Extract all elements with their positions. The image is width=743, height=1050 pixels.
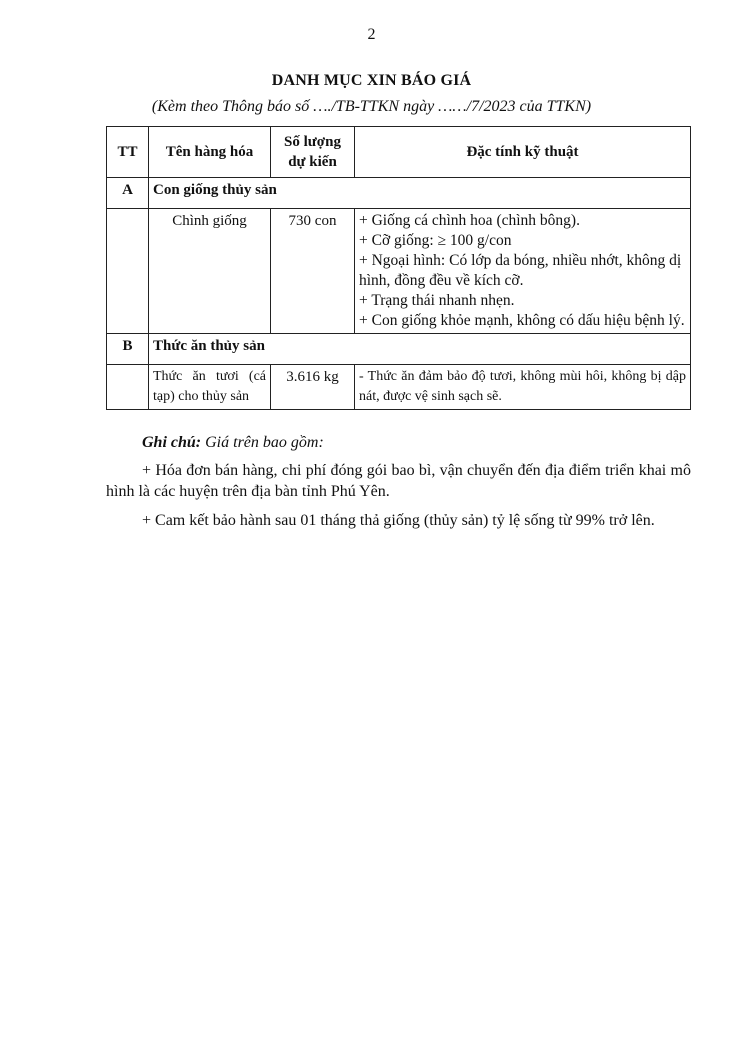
item-quantity: 3.616 kg bbox=[271, 365, 355, 410]
spec-line: + Trạng thái nhanh nhẹn. bbox=[359, 292, 515, 309]
section-code: B bbox=[107, 334, 149, 365]
item-quantity: 730 con bbox=[271, 209, 355, 334]
spec-line: + Con giống khỏe mạnh, không có dấu hiệu bệnh lý. bbox=[359, 312, 685, 329]
price-quote-table bbox=[106, 126, 691, 410]
page-number: 2 bbox=[367, 26, 376, 43]
header-name: Tên hàng hóa bbox=[149, 127, 271, 178]
document-subtitle: (Kèm theo Thông báo số …./TB-TTKN ngày ……/7/2023 của TTKN) bbox=[151, 98, 592, 115]
item-tt-cell bbox=[107, 209, 149, 334]
table-header-row bbox=[107, 127, 691, 178]
table-row bbox=[107, 209, 691, 334]
notes-label: Ghi chú: bbox=[142, 434, 202, 451]
notes-intro: Giá trên bao gồm: bbox=[205, 434, 324, 451]
table-row bbox=[107, 365, 691, 410]
spec-line: + Cỡ giống: ≥ 100 g/con bbox=[359, 232, 512, 249]
header-tt: TT bbox=[107, 127, 149, 178]
section-title: Con giống thủy sản bbox=[149, 178, 691, 209]
item-spec: - Thức ăn đảm bảo độ tươi, không mùi hôi, không bị dập nát, được vệ sinh sạch sẽ. bbox=[355, 365, 691, 410]
item-tt-cell bbox=[107, 365, 149, 410]
section-title: Thức ăn thủy sản bbox=[149, 334, 691, 365]
header-spec: Đặc tính kỹ thuật bbox=[355, 127, 691, 178]
notes-section bbox=[106, 434, 691, 539]
section-code: A bbox=[107, 178, 149, 209]
header-qty: Số lượng dự kiến bbox=[271, 127, 355, 178]
item-name: Chình giống bbox=[149, 209, 271, 334]
item-spec bbox=[355, 209, 691, 334]
note-item: + Cam kết bảo hành sau 01 tháng thả giống (thủy sản) tỷ lệ sống từ 99% trở lên. bbox=[142, 512, 655, 529]
item-name: Thức ăn tươi (cá tạp) cho thủy sản bbox=[149, 365, 271, 410]
section-row-a bbox=[107, 178, 691, 209]
section-row-b bbox=[107, 334, 691, 365]
document-title: DANH MỤC XIN BÁO GIÁ bbox=[271, 72, 472, 89]
spec-line: + Giống cá chình hoa (chình bông). bbox=[359, 212, 580, 229]
spec-line: + Ngoại hình: Có lớp da bóng, nhiều nhớt, không dị hình, đồng đều về kích cỡ. bbox=[359, 252, 682, 289]
note-item: + Hóa đơn bán hàng, chi phí đóng gói bao bì, vận chuyển đến địa điểm triển khai mô hình là các huyện trên địa bàn tỉnh Phú Yên. bbox=[106, 462, 691, 500]
notes-heading bbox=[142, 434, 691, 452]
